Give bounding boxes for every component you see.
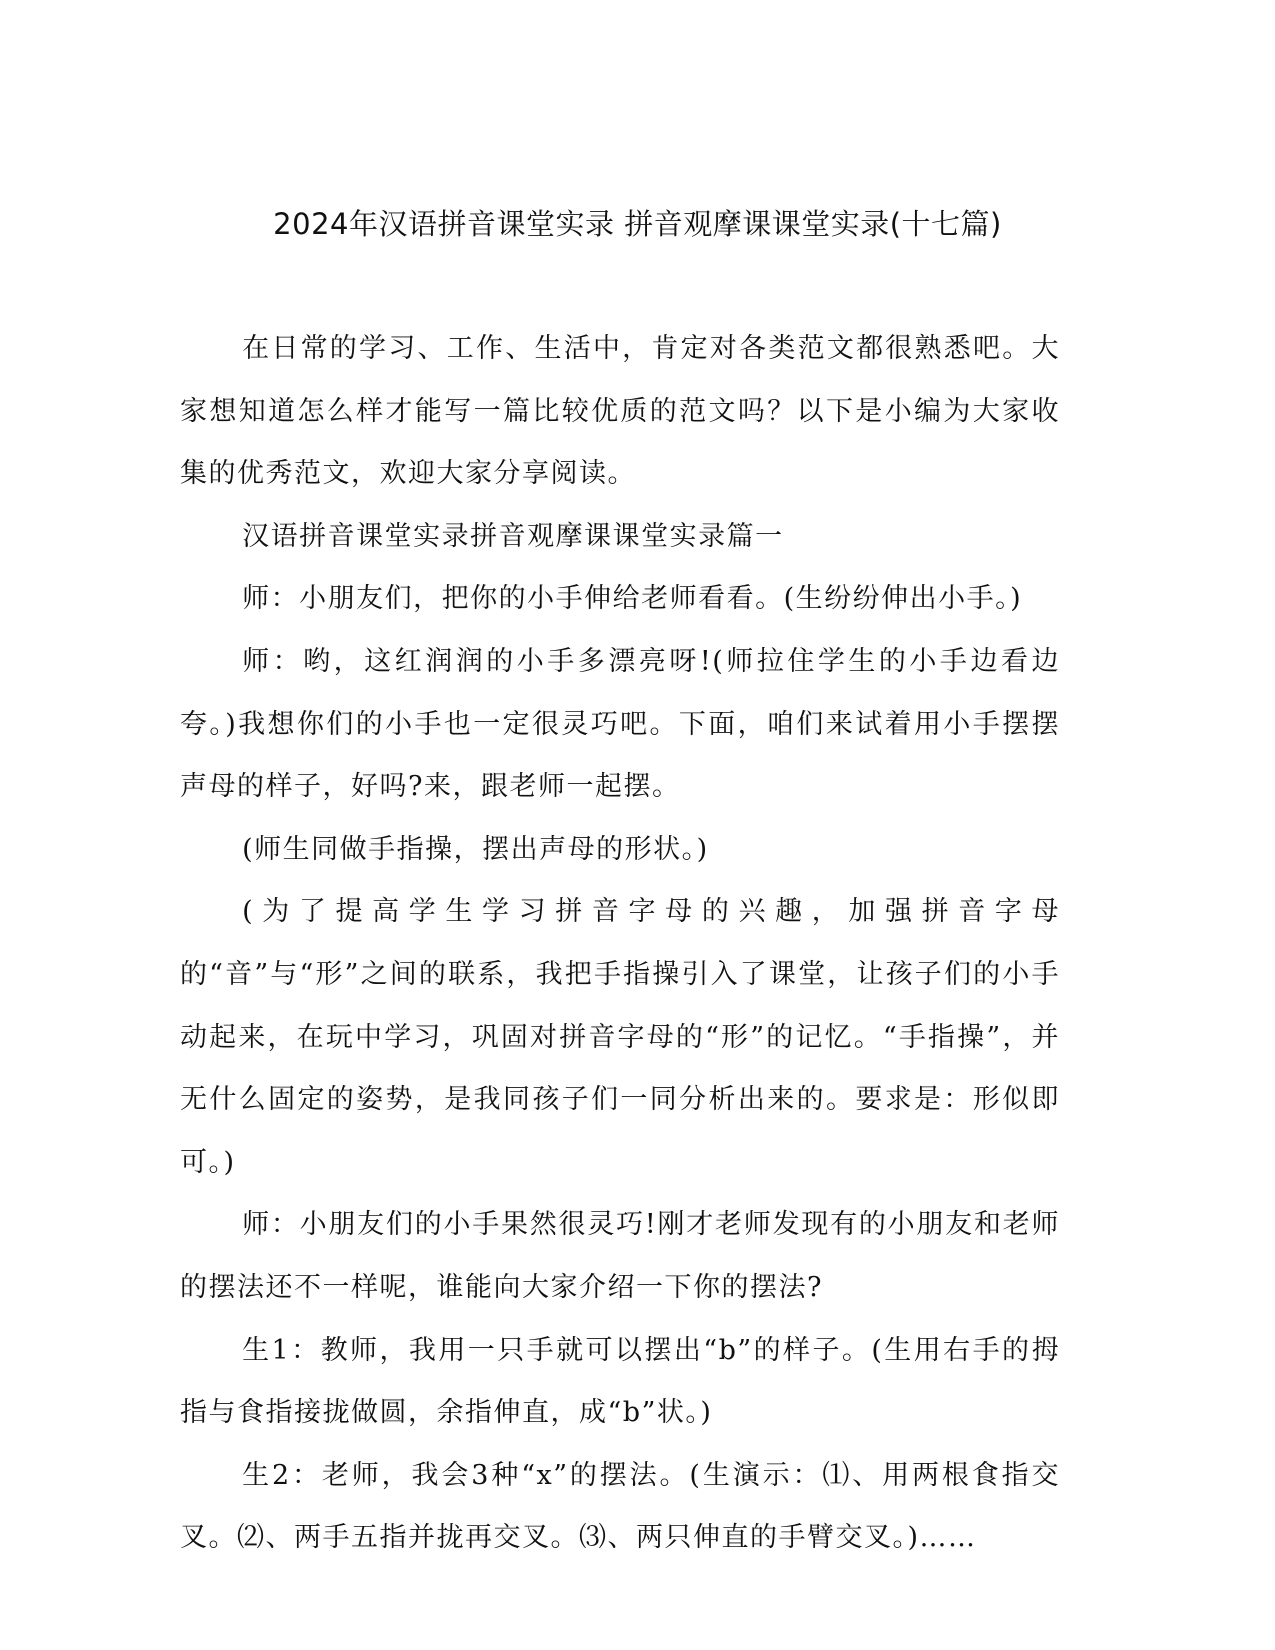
stage-note-paragraph: (师生同做手指操，摆出声母的形状。)	[242, 833, 709, 865]
section-heading: 汉语拼音课堂实录拼音观摩课课堂实录篇一	[242, 520, 784, 552]
dialogue-paragraph: 师：小朋友们，把你的小手伸给老师看看。(生纷纷伸出小手。)	[242, 583, 1023, 615]
commentary-paragraph: (为了提高学生学习拼音字母的兴趣，加强拼音字母的“音”与“形”之间的联系，我把手指操引入了课堂，让孩子们的小手动起来，在玩中学习，巩固对拼音字母的“形”的记忆。“手指操”，并无什么固定的姿势，是我同孩子们一同分析出来的。要求是：形似即可。)	[180, 896, 1060, 1178]
document-title: 2024年汉语拼音课堂实录 拼音观摩课课堂实录(十七篇)	[273, 207, 1002, 241]
document-body	[180, 318, 1060, 1570]
dialogue-paragraph: 生2：老师，我会3种“x”的摆法。(生演示：⑴、用两根食指交叉。⑵、两手五指并拢再交叉。⑶、两只伸直的手臂交叉。)……	[180, 1459, 1060, 1554]
dialogue-paragraph: 师：小朋友们的小手果然很灵巧!刚才老师发现有的小朋友和老师的摆法还不一样呢，谁能向大家介绍一下你的摆法?	[180, 1209, 1060, 1303]
dialogue-paragraph: 师：哟，这红润润的小手多漂亮呀!(师拉住学生的小手边看边夸。)我想你们的小手也一定很灵巧吧。下面，咱们来试着用小手摆摆声母的样子，好吗?来，跟老师一起摆。	[180, 645, 1060, 803]
intro-paragraph: 在日常的学习、工作、生活中，肯定对各类范文都很熟悉吧。大家想知道怎么样才能写一篇比较优质的范文吗？以下是小编为大家收集的优秀范文，欢迎大家分享阅读。	[180, 333, 1060, 490]
dialogue-paragraph: 生1：教师，我用一只手就可以摆出“b”的样子。(生用右手的拇指与食指接拢做圆，余指伸直，成“b”状。)	[180, 1334, 1060, 1429]
